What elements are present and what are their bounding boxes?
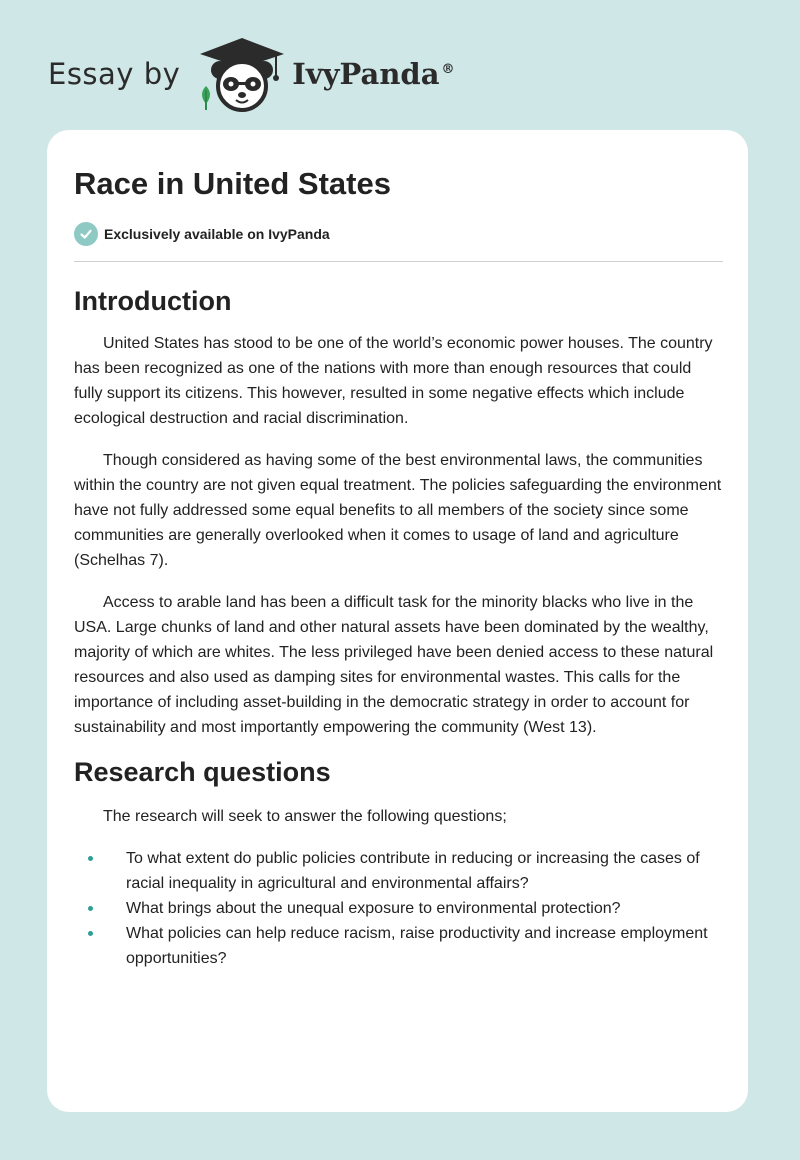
list-item-text: What brings about the unequal exposure to environmental protection? [126, 900, 621, 917]
list-item [74, 896, 723, 921]
intro-paragraph-1: United States has stood to be one of the world’s economic power houses. The country has been recognized as one of the nations with more than enough resources that could fully support its citizens. This however, resulted in some negative effects which include ecological destruction and racial discrimination. [74, 335, 713, 427]
exclusive-badge-text: Exclusively available on IvyPanda [104, 226, 330, 242]
exclusive-badge [74, 222, 330, 246]
list-item [74, 846, 723, 896]
essay-title: Race in United States [74, 166, 391, 201]
list-item [74, 921, 723, 971]
intro-paragraph-3: Access to arable land has been a difficult task for the minority blacks who live in the USA. Large chunks of land and other natural assets have been dominated by the wealthy, majority of which are whites. The less privileged have been denied access to these natural resources and also used as damping sites for environmental wastes. This calls for the importance of including asset-building in the democratic strategy in order to account for sustainability and most importantly empowering the community (West 13). [74, 594, 714, 736]
research-questions-list [74, 846, 723, 971]
title-divider [74, 261, 723, 262]
intro-paragraph-2: Though considered as having some of the best environmental laws, the communities within the country are not given equal treatment. The policies safeguarding the environment have not fully addressed some equal benefits to all members of the society since some communities are generally overlooked when it comes to usage of land and agriculture (Schelhas 7). [74, 452, 722, 569]
essay-body [74, 280, 723, 971]
registered-mark: ® [441, 62, 455, 78]
bullet-icon [88, 906, 93, 911]
essay-card [47, 130, 748, 1112]
essay-by-label: Essay by [48, 57, 181, 91]
section-heading-introduction: Introduction [74, 286, 232, 316]
section-heading-research-questions: Research questions [74, 757, 331, 787]
brand-name[interactable]: IvyPanda ® [292, 57, 455, 91]
list-item-text: What policies can help reduce racism, raise productivity and increase employment opportunities? [126, 925, 708, 967]
bullet-icon [88, 931, 93, 936]
panda-logo-icon[interactable] [196, 36, 288, 112]
bullet-icon [88, 856, 93, 861]
research-intro-paragraph: The research will seek to answer the following questions; [103, 808, 507, 825]
check-icon [74, 222, 98, 246]
list-item-text: To what extent do public policies contribute in reducing or increasing the cases of racial inequality in agricultural and environmental affairs? [126, 850, 700, 892]
site-header [48, 36, 455, 112]
